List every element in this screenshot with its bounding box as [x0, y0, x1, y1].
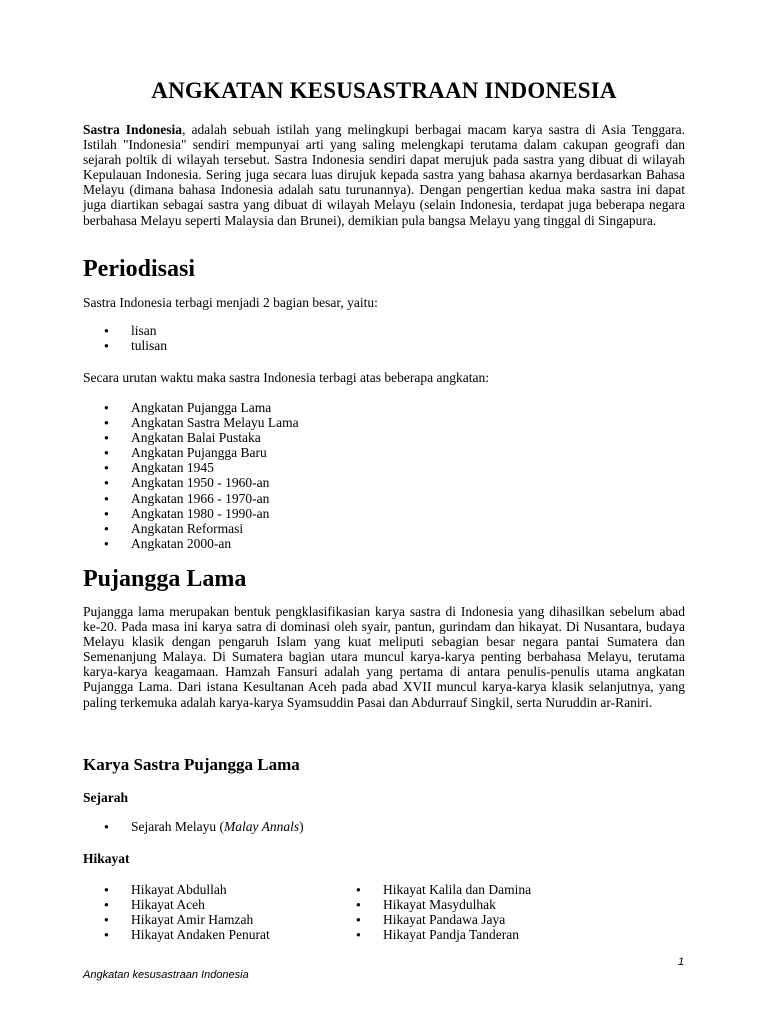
- bullet-icon: ●: [104, 463, 109, 473]
- list-item-text: Hikayat Masydulhak: [383, 897, 496, 913]
- page-number: 1: [678, 956, 685, 968]
- list-angkatan: [102, 400, 299, 551]
- label-hikayat: Hikayat: [83, 851, 130, 866]
- list-hikayat-col2: [354, 882, 531, 942]
- list-item: [102, 819, 304, 834]
- list-item: [102, 400, 299, 415]
- list-item-text: Hikayat Kalila dan Damina: [383, 882, 532, 897]
- list-item-text: Angkatan Balai Pustaka: [131, 430, 261, 446]
- list-item: [102, 338, 167, 353]
- bullet-icon: ●: [104, 822, 109, 831]
- list-item-text: Hikayat Abdullah: [131, 882, 227, 897]
- list-item-text: Hikayat Pandawa Jaya: [383, 912, 506, 928]
- list-item-text: Hikayat Pandja Tanderan: [383, 927, 520, 943]
- periodisasi-para2: Secara urutan waktu maka sastra Indonesia terbagi atas beberapa angkatan:: [83, 370, 489, 385]
- bullet-icon: ●: [104, 418, 109, 428]
- list-item-text: Angkatan Pujangga Baru: [131, 445, 267, 461]
- list-item: [354, 927, 531, 942]
- list-item-text: Angkatan 1950 - 1960-an: [131, 475, 270, 491]
- sejarah-item-text: Sejarah Melayu (: [131, 819, 224, 834]
- bullet-icon: ●: [104, 493, 109, 503]
- bullet-icon: ●: [104, 341, 109, 351]
- list-item-text: lisan: [131, 323, 157, 338]
- list-item: [102, 430, 299, 445]
- list-item: [102, 323, 167, 338]
- document-title: ANGKATAN KESUSASTRAAN INDONESIA: [151, 78, 617, 103]
- list-item-text: Hikayat Andaken Penurat: [131, 927, 270, 943]
- list-item-text: Angkatan 1980 - 1990-an: [131, 505, 270, 521]
- intro-lead-bold: Sastra Indonesia: [83, 122, 183, 137]
- list-item-text: Hikayat Amir Hamzah: [131, 912, 254, 928]
- bullet-icon: ●: [356, 885, 361, 894]
- sejarah-item-end: ): [299, 819, 304, 834]
- bullet-icon: ●: [104, 508, 109, 518]
- bullet-icon: ●: [104, 930, 109, 940]
- list-item-text: Angkatan Pujangga Lama: [131, 400, 272, 415]
- list-item: [102, 460, 299, 475]
- bullet-icon: ●: [356, 900, 361, 910]
- list-item-text: Angkatan 2000-an: [131, 535, 232, 551]
- list-item-text: Angkatan 1945: [131, 460, 214, 476]
- list-bagian: [102, 323, 167, 353]
- list-item-text: Angkatan Sastra Melayu Lama: [131, 415, 299, 431]
- list-item: [354, 882, 531, 897]
- bullet-icon: ●: [104, 915, 109, 925]
- heading-pujangga-lama: Pujangga Lama: [83, 566, 247, 592]
- bullet-icon: ●: [356, 930, 361, 940]
- list-hikayat-col1: [102, 882, 270, 942]
- list-item: [102, 445, 299, 460]
- bullet-icon: ●: [104, 403, 109, 412]
- bullet-icon: ●: [104, 326, 109, 335]
- bullet-icon: ●: [104, 433, 109, 443]
- bullet-icon: ●: [104, 478, 109, 488]
- bullet-icon: ●: [104, 523, 109, 533]
- list-item-text: Angkatan Reformasi: [131, 520, 244, 536]
- bullet-icon: ●: [104, 448, 109, 458]
- periodisasi-para1: Sastra Indonesia terbagi menjadi 2 bagian besar, yaitu:: [83, 295, 378, 310]
- label-sejarah: Sejarah: [83, 790, 128, 805]
- list-item: [354, 912, 531, 927]
- list-item: [102, 491, 299, 506]
- bullet-icon: ●: [104, 538, 109, 548]
- heading-karya-sastra: Karya Sastra Pujangga Lama: [83, 755, 300, 774]
- page-footer: Angkatan kesusastraan Indonesia: [83, 969, 249, 981]
- list-item: [354, 897, 531, 912]
- list-item: [102, 521, 299, 536]
- list-item: [102, 536, 299, 551]
- heading-periodisasi: Periodisasi: [83, 256, 195, 282]
- list-item-text: Angkatan 1966 - 1970-an: [131, 490, 270, 506]
- list-item-text: Hikayat Aceh: [131, 897, 205, 913]
- list-item: [102, 927, 270, 942]
- list-item: [102, 415, 299, 430]
- bullet-icon: ●: [356, 915, 361, 925]
- list-item: [102, 882, 270, 897]
- list-item-text: tulisan: [131, 338, 167, 354]
- list-item: [102, 912, 270, 927]
- list-item: [102, 506, 299, 521]
- intro-paragraph: [83, 122, 685, 228]
- pujangga-lama-paragraph: Pujangga lama merupakan bentuk pengklasifikasian karya sastra di Indonesia yang dihasilkan sebelum abad ke-20. Pada masa ini karya satra di dominasi oleh syair, pantun, gurindam dan hikayat. Di Nusantara, budaya Melayu klasik dengan pengaruh Islam yang kuat meliputi sebagian besar negara pantai Sumatera dan Semenanjung Malaya. Di Sumatera bagian utara muncul karya-karya penting berbahasa Melayu, terutama karya-karya keagamaan. Hamzah Fansuri adalah yang pertama di antara penulis-penulis utama angkatan Pujangga Lama. Dari istana Kesultanan Aceh pada abad XVII muncul karya-karya klasik selanjutnya, yang paling terkemuka adalah karya-karya Syamsuddin Pasai dan Abdurrauf Singkil, serta Nuruddin ar-Raniri.: [83, 604, 685, 710]
- intro-text: , adalah sebuah istilah yang melingkupi berbagai macam karya sastra di Asia Tenggara. Istilah "Indonesia" sendiri mempunyai arti yang saling melengkapi terutama dalam cakupan geografi dan sejarah poltik di wilayah tersebut. Sastra Indonesia sendiri dapat merujuk pada sastra yang dibuat di wilayah Kepulauan Indonesia. Sering juga secara luas dirujuk kepada sastra yang bahasa akarnya berdasarkan Bahasa Melayu (dimana bahasa Indonesia adalah satu turunannya). Dengan pengertian kedua maka sastra ini dapat juga diartikan sebagai sastra yang dibuat di wilayah Melayu (selain Indonesia, terdapat juga beberapa negara berbahasa Melayu seperti Malaysia dan Brunei), demikian pula bangsa Melayu yang tinggal di Singapura.: [83, 122, 685, 228]
- sejarah-item-italic: Malay Annals: [223, 819, 300, 834]
- list-item: [102, 475, 299, 490]
- list-item: [102, 897, 270, 912]
- bullet-icon: ●: [104, 885, 109, 894]
- bullet-icon: ●: [104, 900, 109, 910]
- list-sejarah: [102, 819, 304, 834]
